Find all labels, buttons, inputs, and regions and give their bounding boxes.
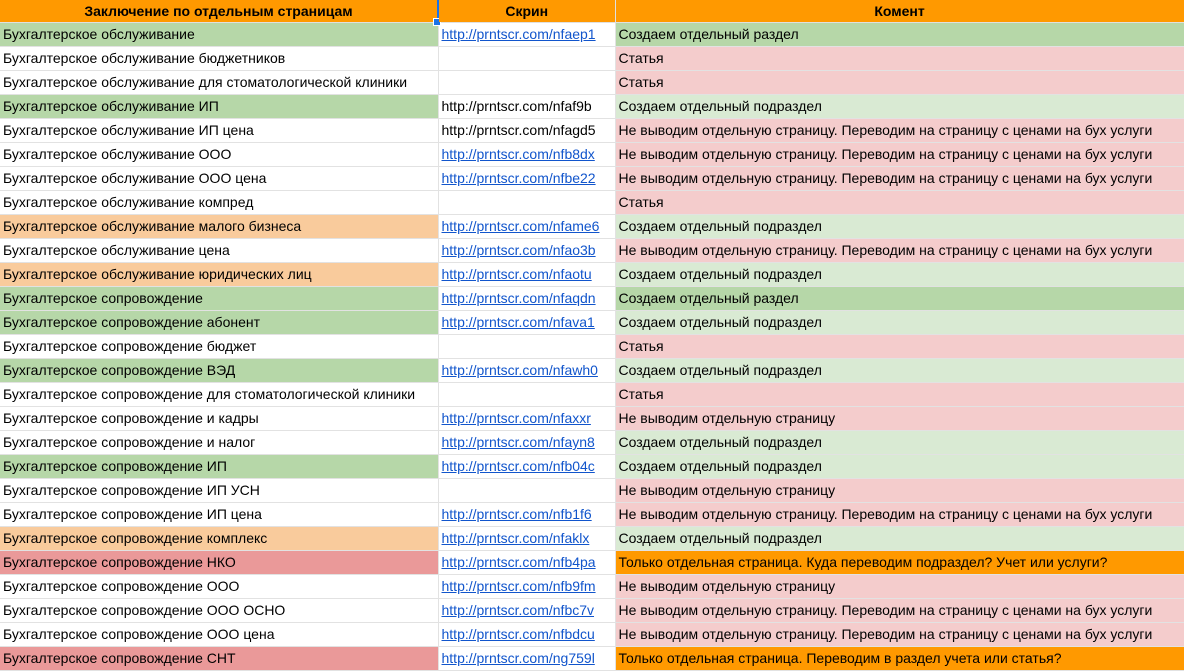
screenshot-cell[interactable]: http://prntscr.com/nfaf9b: [438, 95, 615, 119]
screenshot-cell[interactable]: [438, 191, 615, 215]
comment-cell[interactable]: Не выводим отдельную страницу: [615, 407, 1184, 431]
page-cell[interactable]: Бухгалтерское обслуживание бюджетников: [0, 47, 438, 71]
screenshot-link[interactable]: http://prntscr.com/nfb4pa: [438, 551, 615, 575]
comment-cell[interactable]: Создаем отдельный подраздел: [615, 431, 1184, 455]
page-cell[interactable]: Бухгалтерское обслуживание ООО: [0, 143, 438, 167]
screenshot-link[interactable]: http://prntscr.com/ng759l: [438, 647, 615, 671]
page-cell[interactable]: Бухгалтерское сопровождение: [0, 287, 438, 311]
comment-cell[interactable]: Только отдельная страница. Переводим в раздел учета или статья?: [615, 647, 1184, 671]
page-cell[interactable]: Бухгалтерское сопровождение абонент: [0, 311, 438, 335]
page-cell[interactable]: Бухгалтерское сопровождение ООО ОСНО: [0, 599, 438, 623]
table-row: [0, 119, 1184, 143]
table-row: [0, 479, 1184, 503]
table-row: [0, 383, 1184, 407]
page-cell[interactable]: Бухгалтерское обслуживание компред: [0, 191, 438, 215]
screenshot-cell[interactable]: [438, 71, 615, 95]
comment-cell[interactable]: Не выводим отдельную страницу: [615, 479, 1184, 503]
table-row: [0, 575, 1184, 599]
table-row: [0, 47, 1184, 71]
table-row: [0, 359, 1184, 383]
comment-cell[interactable]: Только отдельная страница. Куда переводим подраздел? Учет или услуги?: [615, 551, 1184, 575]
comment-cell[interactable]: Не выводим отдельную страницу. Переводим на страницу с ценами на бух услуги: [615, 143, 1184, 167]
comment-cell[interactable]: Создаем отдельный подраздел: [615, 263, 1184, 287]
screenshot-link[interactable]: http://prntscr.com/nfb9fm: [438, 575, 615, 599]
page-cell[interactable]: Бухгалтерское обслуживание: [0, 23, 438, 47]
table-row: [0, 335, 1184, 359]
screenshot-link[interactable]: http://prntscr.com/nfb04c: [438, 455, 615, 479]
comment-cell[interactable]: Не выводим отдельную страницу. Переводим на страницу с ценами на бух услуги: [615, 239, 1184, 263]
page-cell[interactable]: Бухгалтерское сопровождение НКО: [0, 551, 438, 575]
screenshot-link[interactable]: http://prntscr.com/nfaxxr: [438, 407, 615, 431]
page-cell[interactable]: Бухгалтерское сопровождение ООО цена: [0, 623, 438, 647]
page-cell[interactable]: Бухгалтерское обслуживание ИП: [0, 95, 438, 119]
page-cell[interactable]: Бухгалтерское сопровождение ИП УСН: [0, 479, 438, 503]
table-row: [0, 599, 1184, 623]
page-cell[interactable]: Бухгалтерское обслуживание для стоматологической клиники: [0, 71, 438, 95]
table-row: [0, 191, 1184, 215]
screenshot-link[interactable]: http://prntscr.com/nfaklx: [438, 527, 615, 551]
comment-cell[interactable]: Создаем отдельный подраздел: [615, 527, 1184, 551]
page-cell[interactable]: Бухгалтерское сопровождение ИП: [0, 455, 438, 479]
header-cell-screen[interactable]: Скрин: [438, 0, 615, 23]
table-row: [0, 455, 1184, 479]
table-row: [0, 215, 1184, 239]
comment-cell[interactable]: Не выводим отдельную страницу. Переводим на страницу с ценами на бух услуги: [615, 599, 1184, 623]
page-cell[interactable]: Бухгалтерское сопровождение и кадры: [0, 407, 438, 431]
screenshot-link[interactable]: http://prntscr.com/nfaqdn: [438, 287, 615, 311]
screenshot-cell[interactable]: http://prntscr.com/nfagd5: [438, 119, 615, 143]
page-cell[interactable]: Бухгалтерское обслуживание ИП цена: [0, 119, 438, 143]
screenshot-link[interactable]: http://prntscr.com/nfbe22: [438, 167, 615, 191]
table-row: [0, 551, 1184, 575]
comment-cell[interactable]: Создаем отдельный подраздел: [615, 359, 1184, 383]
page-cell[interactable]: Бухгалтерское сопровождение ВЭД: [0, 359, 438, 383]
comment-cell[interactable]: Создаем отдельный раздел: [615, 287, 1184, 311]
comment-cell[interactable]: Не выводим отдельную страницу. Переводим на страницу с ценами на бух услуги: [615, 167, 1184, 191]
header-cell-comment[interactable]: Комент: [615, 0, 1184, 23]
table-row: [0, 407, 1184, 431]
table-row: [0, 143, 1184, 167]
screenshot-link[interactable]: http://prntscr.com/nfb8dx: [438, 143, 615, 167]
table-row: [0, 503, 1184, 527]
screenshot-link[interactable]: http://prntscr.com/nfaep1: [438, 23, 615, 47]
comment-cell[interactable]: Не выводим отдельную страницу. Переводим на страницу с ценами на бух услуги: [615, 119, 1184, 143]
page-cell[interactable]: Бухгалтерское сопровождение ООО: [0, 575, 438, 599]
table-row: [0, 431, 1184, 455]
comment-cell[interactable]: Статья: [615, 47, 1184, 71]
page-cell[interactable]: Бухгалтерское обслуживание цена: [0, 239, 438, 263]
page-cell[interactable]: Бухгалтерское обслуживание юридических лиц: [0, 263, 438, 287]
page-cell[interactable]: Бухгалтерское обслуживание ООО цена: [0, 167, 438, 191]
screenshot-link[interactable]: http://prntscr.com/nfao3b: [438, 239, 615, 263]
screenshot-link[interactable]: http://prntscr.com/nfayn8: [438, 431, 615, 455]
screenshot-cell[interactable]: [438, 479, 615, 503]
table-body: [0, 23, 1184, 671]
comment-cell[interactable]: Не выводим отдельную страницу: [615, 575, 1184, 599]
table-row: [0, 71, 1184, 95]
page-cell[interactable]: Бухгалтерское обслуживание малого бизнеса: [0, 215, 438, 239]
screenshot-link[interactable]: http://prntscr.com/nfawh0: [438, 359, 615, 383]
table-row: [0, 527, 1184, 551]
comment-cell[interactable]: Статья: [615, 335, 1184, 359]
screenshot-link[interactable]: http://prntscr.com/nfbc7v: [438, 599, 615, 623]
comment-cell[interactable]: Статья: [615, 383, 1184, 407]
table-row: [0, 623, 1184, 647]
header-row: [0, 0, 1184, 23]
page-cell[interactable]: Бухгалтерское сопровождение бюджет: [0, 335, 438, 359]
screenshot-link[interactable]: http://prntscr.com/nfava1: [438, 311, 615, 335]
screenshot-link[interactable]: http://prntscr.com/nfb1f6: [438, 503, 615, 527]
comment-cell[interactable]: Статья: [615, 71, 1184, 95]
comment-cell[interactable]: Не выводим отдельную страницу. Переводим на страницу с ценами на бух услуги: [615, 503, 1184, 527]
comment-cell[interactable]: Создаем отдельный раздел: [615, 23, 1184, 47]
screenshot-link[interactable]: http://prntscr.com/nfame6: [438, 215, 615, 239]
comment-cell[interactable]: Создаем отдельный подраздел: [615, 95, 1184, 119]
page-cell[interactable]: Бухгалтерское сопровождение комплекс: [0, 527, 438, 551]
table-row: [0, 287, 1184, 311]
page-cell[interactable]: Бухгалтерское сопровождение СНТ: [0, 647, 438, 671]
screenshot-cell[interactable]: [438, 47, 615, 71]
table-row: [0, 239, 1184, 263]
screenshot-link[interactable]: http://prntscr.com/nfaotu: [438, 263, 615, 287]
page-cell[interactable]: Бухгалтерское сопровождение и налог: [0, 431, 438, 455]
table-row: [0, 167, 1184, 191]
comment-cell[interactable]: Создаем отдельный подраздел: [615, 455, 1184, 479]
comment-cell[interactable]: Статья: [615, 191, 1184, 215]
page-cell[interactable]: Бухгалтерское сопровождение для стоматологической клиники: [0, 383, 438, 407]
table-row: [0, 311, 1184, 335]
comment-cell[interactable]: Создаем отдельный подраздел: [615, 215, 1184, 239]
screenshot-cell[interactable]: [438, 383, 615, 407]
comment-cell[interactable]: Не выводим отдельную страницу. Переводим на страницу с ценами на бух услуги: [615, 623, 1184, 647]
page-cell[interactable]: Бухгалтерское сопровождение ИП цена: [0, 503, 438, 527]
table-row: [0, 23, 1184, 47]
screenshot-link[interactable]: http://prntscr.com/nfbdcu: [438, 623, 615, 647]
comment-cell[interactable]: Создаем отдельный подраздел: [615, 311, 1184, 335]
table-row: [0, 647, 1184, 671]
header-cell-page[interactable]: Заключение по отдельным страницам: [0, 0, 438, 23]
screenshot-cell[interactable]: [438, 335, 615, 359]
table-row: [0, 95, 1184, 119]
table-row: [0, 263, 1184, 287]
